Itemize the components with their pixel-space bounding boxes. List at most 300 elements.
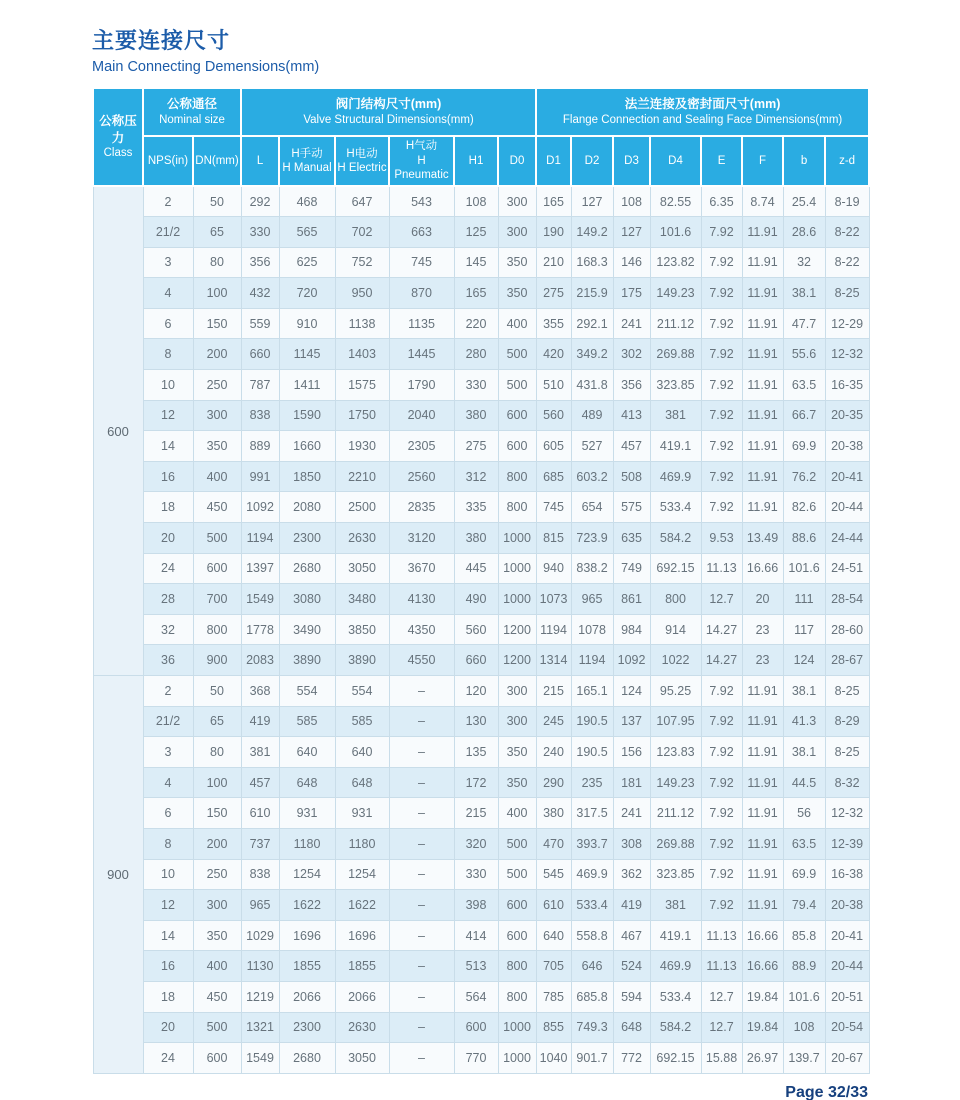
table-cell: 190.5 — [571, 737, 613, 768]
table-cell: 1200 — [498, 614, 536, 645]
table-cell: 275 — [536, 278, 571, 309]
table-cell: 7.92 — [701, 737, 742, 768]
table-cell: 861 — [613, 584, 650, 615]
table-cell: 82.6 — [783, 492, 825, 523]
table-cell: 800 — [650, 584, 701, 615]
table-cell: 24-51 — [825, 553, 869, 584]
table-cell: 2500 — [335, 492, 389, 523]
table-cell: 1411 — [279, 370, 335, 401]
page-number: Page 32/33 — [785, 1083, 868, 1100]
table-row — [93, 492, 869, 523]
table-cell: 1073 — [536, 584, 571, 615]
table-cell: 648 — [335, 767, 389, 798]
table-cell: 55.6 — [783, 339, 825, 370]
table-cell: – — [389, 798, 454, 829]
table-cell: 610 — [241, 798, 279, 829]
table-cell: 95.25 — [650, 676, 701, 707]
table-cell: 685.8 — [571, 981, 613, 1012]
table-cell: 66.7 — [783, 400, 825, 431]
table-cell: 11.91 — [742, 217, 783, 248]
table-cell: 165 — [536, 186, 571, 217]
table-cell: 156 — [613, 737, 650, 768]
table-cell: 901.7 — [571, 1043, 613, 1074]
table-cell: 250 — [193, 859, 241, 890]
table-cell: 1930 — [335, 431, 389, 462]
table-cell: 490 — [454, 584, 498, 615]
table-cell: 2560 — [389, 461, 454, 492]
table-cell: 356 — [241, 247, 279, 278]
table-cell: 28-67 — [825, 645, 869, 676]
table-cell: 12 — [143, 890, 193, 921]
table-cell: 648 — [613, 1012, 650, 1043]
column-header: D3 — [613, 136, 650, 186]
table-cell: 320 — [454, 828, 498, 859]
table-cell: 11.91 — [742, 798, 783, 829]
table-cell: – — [389, 859, 454, 890]
table-cell: 101.6 — [650, 217, 701, 248]
table-cell: 431.8 — [571, 370, 613, 401]
table-cell: 7.92 — [701, 890, 742, 921]
table-cell: 381 — [650, 890, 701, 921]
table-cell: 12-39 — [825, 828, 869, 859]
column-header: b — [783, 136, 825, 186]
table-cell: 3 — [143, 247, 193, 278]
table-cell: 12-32 — [825, 339, 869, 370]
table-cell: 11.91 — [742, 859, 783, 890]
table-cell: 165.1 — [571, 676, 613, 707]
table-cell: 1850 — [279, 461, 335, 492]
table-cell: 2080 — [279, 492, 335, 523]
table-cell: 1022 — [650, 645, 701, 676]
table-cell: 380 — [454, 400, 498, 431]
table-cell: 584.2 — [650, 523, 701, 554]
table-cell: 585 — [335, 706, 389, 737]
table-row — [93, 798, 869, 829]
table-cell: 1855 — [279, 951, 335, 982]
table-cell: 38.1 — [783, 737, 825, 768]
table-cell: 100 — [193, 767, 241, 798]
table-cell: 3490 — [279, 614, 335, 645]
table-cell: 250 — [193, 370, 241, 401]
table-cell: – — [389, 828, 454, 859]
table-cell: 127 — [571, 186, 613, 217]
table-cell: 2066 — [279, 981, 335, 1012]
table-cell: 654 — [571, 492, 613, 523]
table-cell: 47.7 — [783, 308, 825, 339]
table-cell: 950 — [335, 278, 389, 309]
table-cell: 533.4 — [650, 981, 701, 1012]
table-cell: 11.13 — [701, 553, 742, 584]
table-row — [93, 278, 869, 309]
table-cell: 635 — [613, 523, 650, 554]
table-cell: 705 — [536, 951, 571, 982]
table-cell: 1078 — [571, 614, 613, 645]
table-cell: 85.8 — [783, 920, 825, 951]
table-cell: – — [389, 951, 454, 982]
table-cell: 36 — [143, 645, 193, 676]
table-cell: 1040 — [536, 1043, 571, 1074]
table-cell: 20 — [143, 523, 193, 554]
table-cell: 168.3 — [571, 247, 613, 278]
table-cell: 28 — [143, 584, 193, 615]
table-cell: 1029 — [241, 920, 279, 951]
dimensions-table — [92, 87, 870, 1074]
table-cell: 356 — [613, 370, 650, 401]
table-cell: – — [389, 1043, 454, 1074]
table-cell: 20-35 — [825, 400, 869, 431]
table-cell: 646 — [571, 951, 613, 982]
table-cell: 545 — [536, 859, 571, 890]
table-cell: 100 — [193, 278, 241, 309]
table-cell: 450 — [193, 492, 241, 523]
table-cell: 3050 — [335, 1043, 389, 1074]
table-cell: 420 — [536, 339, 571, 370]
table-cell: 14.27 — [701, 614, 742, 645]
class-label: 900 — [93, 676, 143, 1074]
table-row — [93, 523, 869, 554]
table-cell: 149.2 — [571, 217, 613, 248]
table-cell: – — [389, 981, 454, 1012]
table-cell: 362 — [613, 859, 650, 890]
table-cell: 1200 — [498, 645, 536, 676]
table-cell: 445 — [454, 553, 498, 584]
table-cell: 7.92 — [701, 706, 742, 737]
table-cell: 32 — [783, 247, 825, 278]
table-cell: 914 — [650, 614, 701, 645]
table-cell: 323.85 — [650, 370, 701, 401]
table-cell: 800 — [498, 981, 536, 1012]
table-cell: 594 — [613, 981, 650, 1012]
table-cell: 6 — [143, 308, 193, 339]
table-cell: 50 — [193, 186, 241, 217]
table-cell: 350 — [498, 767, 536, 798]
table-cell: 69.9 — [783, 431, 825, 462]
column-header: D4 — [650, 136, 701, 186]
table-cell: 149.23 — [650, 767, 701, 798]
table-cell: 380 — [454, 523, 498, 554]
table-cell: 533.4 — [650, 492, 701, 523]
table-cell: 500 — [193, 523, 241, 554]
table-cell: 211.12 — [650, 798, 701, 829]
table-cell: 107.95 — [650, 706, 701, 737]
table-cell: 4550 — [389, 645, 454, 676]
table-row — [93, 308, 869, 339]
table-cell: 3480 — [335, 584, 389, 615]
table-cell: 292.1 — [571, 308, 613, 339]
table-cell: 2300 — [279, 1012, 335, 1043]
table-cell: 2 — [143, 676, 193, 707]
table-cell: 7.92 — [701, 828, 742, 859]
table-cell: 11.91 — [742, 370, 783, 401]
table-cell: 400 — [498, 798, 536, 829]
table-cell: 330 — [454, 370, 498, 401]
table-cell: 1790 — [389, 370, 454, 401]
table-cell: 20-44 — [825, 951, 869, 982]
table-cell: 380 — [536, 798, 571, 829]
table-cell: 838 — [241, 859, 279, 890]
table-cell: 965 — [571, 584, 613, 615]
table-row — [93, 645, 869, 676]
table-cell: 108 — [454, 186, 498, 217]
table-cell: 2835 — [389, 492, 454, 523]
table-cell: 400 — [193, 951, 241, 982]
table-cell: 3120 — [389, 523, 454, 554]
table-cell: 25.4 — [783, 186, 825, 217]
table-row — [93, 920, 869, 951]
table-cell: 125 — [454, 217, 498, 248]
table-cell: 1590 — [279, 400, 335, 431]
table-cell: 7.92 — [701, 492, 742, 523]
table-cell: 2040 — [389, 400, 454, 431]
table-cell: 76.2 — [783, 461, 825, 492]
column-header: D1 — [536, 136, 571, 186]
table-cell: 41.3 — [783, 706, 825, 737]
table-cell: 7.92 — [701, 767, 742, 798]
table-cell: 489 — [571, 400, 613, 431]
table-cell: 702 — [335, 217, 389, 248]
table-cell: 8-25 — [825, 737, 869, 768]
table-cell: 500 — [193, 1012, 241, 1043]
table-cell: 4 — [143, 767, 193, 798]
table-cell: 419 — [613, 890, 650, 921]
table-cell: 11.91 — [742, 339, 783, 370]
table-cell: 308 — [613, 828, 650, 859]
table-cell: 300 — [498, 676, 536, 707]
table-cell: 2083 — [241, 645, 279, 676]
table-cell: 8-25 — [825, 676, 869, 707]
table-cell: 269.88 — [650, 339, 701, 370]
table-cell: 11.91 — [742, 247, 783, 278]
table-cell: 330 — [454, 859, 498, 890]
table-cell: 300 — [498, 217, 536, 248]
table-cell: 692.15 — [650, 553, 701, 584]
table-cell: 7.92 — [701, 431, 742, 462]
table-cell: 393.7 — [571, 828, 613, 859]
table-cell: 280 — [454, 339, 498, 370]
table-cell: 123.83 — [650, 737, 701, 768]
table-cell: 889 — [241, 431, 279, 462]
table-cell: 44.5 — [783, 767, 825, 798]
table-row — [93, 859, 869, 890]
table-cell: 20-38 — [825, 890, 869, 921]
table-cell: 2066 — [335, 981, 389, 1012]
table-cell: 508 — [613, 461, 650, 492]
table-row — [93, 247, 869, 278]
table-cell: 2305 — [389, 431, 454, 462]
table-cell: 600 — [193, 553, 241, 584]
table-cell: 12.7 — [701, 584, 742, 615]
table-cell: 524 — [613, 951, 650, 982]
table-cell: 12-29 — [825, 308, 869, 339]
table-cell: 413 — [613, 400, 650, 431]
table-cell: 172 — [454, 767, 498, 798]
table-cell: 1855 — [335, 951, 389, 982]
table-cell: 14 — [143, 431, 193, 462]
table-cell: 1254 — [335, 859, 389, 890]
table-cell: 1660 — [279, 431, 335, 462]
table-cell: 20-41 — [825, 461, 869, 492]
table-cell: 785 — [536, 981, 571, 1012]
table-cell: 7.92 — [701, 859, 742, 890]
table-cell: 1314 — [536, 645, 571, 676]
table-cell: 900 — [193, 645, 241, 676]
table-cell: 772 — [613, 1043, 650, 1074]
table-cell: 215.9 — [571, 278, 613, 309]
table-cell: 432 — [241, 278, 279, 309]
table-cell: 7.92 — [701, 400, 742, 431]
table-cell: 749 — [613, 553, 650, 584]
column-header: H手动 H Manual — [279, 136, 335, 186]
table-cell: 838.2 — [571, 553, 613, 584]
column-header: H1 — [454, 136, 498, 186]
table-cell: 317.5 — [571, 798, 613, 829]
table-cell: 7.92 — [701, 798, 742, 829]
table-cell: 79.4 — [783, 890, 825, 921]
table-cell: 18 — [143, 981, 193, 1012]
table-cell: 21/2 — [143, 706, 193, 737]
table-cell: 527 — [571, 431, 613, 462]
table-cell: 16 — [143, 461, 193, 492]
table-cell: 500 — [498, 339, 536, 370]
table-cell: 150 — [193, 798, 241, 829]
table-cell: 1145 — [279, 339, 335, 370]
table-cell: 800 — [498, 951, 536, 982]
table-cell: 20-54 — [825, 1012, 869, 1043]
table-cell: 28.6 — [783, 217, 825, 248]
table-cell: 800 — [193, 614, 241, 645]
table-cell: 640 — [335, 737, 389, 768]
table-cell: 7.92 — [701, 461, 742, 492]
table-cell: 3080 — [279, 584, 335, 615]
table-cell: 663 — [389, 217, 454, 248]
table-cell: 28-54 — [825, 584, 869, 615]
table-cell: 38.1 — [783, 676, 825, 707]
table-row — [93, 217, 869, 248]
table-cell: 32 — [143, 614, 193, 645]
table-cell: 16 — [143, 951, 193, 982]
table-row — [93, 431, 869, 462]
table-cell: 11.91 — [742, 400, 783, 431]
table-cell: 190.5 — [571, 706, 613, 737]
table-cell: 14.27 — [701, 645, 742, 676]
table-cell: 640 — [279, 737, 335, 768]
table-cell: 63.5 — [783, 370, 825, 401]
table-cell: 800 — [498, 461, 536, 492]
table-cell: 600 — [454, 1012, 498, 1043]
table-cell: 82.55 — [650, 186, 701, 217]
table-cell: 1092 — [241, 492, 279, 523]
table-cell: 500 — [498, 828, 536, 859]
table-cell: 559 — [241, 308, 279, 339]
header-group-valve-dimensions: 阀门结构尺寸(mm) Valve Structural Dimensions(mm) — [241, 88, 536, 136]
table-cell: 870 — [389, 278, 454, 309]
table-cell: 469.9 — [650, 951, 701, 982]
table-cell: 7.92 — [701, 308, 742, 339]
table-cell: 101.6 — [783, 981, 825, 1012]
table-cell: 1622 — [335, 890, 389, 921]
table-cell: 65 — [193, 706, 241, 737]
table-cell: 135 — [454, 737, 498, 768]
table-row — [93, 370, 869, 401]
table-cell: 7.92 — [701, 278, 742, 309]
table-cell: 1750 — [335, 400, 389, 431]
table-cell: 457 — [241, 767, 279, 798]
page-subtitle: Main Connecting Demensions(mm) — [92, 59, 320, 75]
table-cell: 1696 — [335, 920, 389, 951]
table-cell: 11.91 — [742, 890, 783, 921]
table-cell: 69.9 — [783, 859, 825, 890]
table-cell: 419.1 — [650, 431, 701, 462]
table-cell: 23 — [742, 614, 783, 645]
table-cell: 640 — [536, 920, 571, 951]
table-cell: 350 — [193, 920, 241, 951]
table-cell: 8.74 — [742, 186, 783, 217]
table-cell: 24-44 — [825, 523, 869, 554]
table-cell: 8-32 — [825, 767, 869, 798]
table-cell: 600 — [193, 1043, 241, 1074]
table-cell: 139.7 — [783, 1043, 825, 1074]
table-cell: 19.84 — [742, 981, 783, 1012]
table-cell: 292 — [241, 186, 279, 217]
table-cell: 241 — [613, 308, 650, 339]
table-cell: 12.7 — [701, 1012, 742, 1043]
table-cell: 838 — [241, 400, 279, 431]
table-cell: 7.92 — [701, 339, 742, 370]
table-cell: 1445 — [389, 339, 454, 370]
table-cell: 11.91 — [742, 308, 783, 339]
table-row — [93, 676, 869, 707]
table-row — [93, 614, 869, 645]
table-cell: 855 — [536, 1012, 571, 1043]
column-header: D2 — [571, 136, 613, 186]
table-cell: – — [389, 676, 454, 707]
table-cell: 290 — [536, 767, 571, 798]
table-cell: 457 — [613, 431, 650, 462]
table-cell: 400 — [498, 308, 536, 339]
table-row — [93, 400, 869, 431]
table-cell: 80 — [193, 737, 241, 768]
table-cell: 1000 — [498, 523, 536, 554]
table-cell: 330 — [241, 217, 279, 248]
table-cell: 787 — [241, 370, 279, 401]
table-cell: 23 — [742, 645, 783, 676]
table-cell: 16.66 — [742, 553, 783, 584]
table-cell: 419.1 — [650, 920, 701, 951]
table-cell: 275 — [454, 431, 498, 462]
table-cell: 12.7 — [701, 981, 742, 1012]
table-cell: 312 — [454, 461, 498, 492]
table-cell: 600 — [498, 431, 536, 462]
table-cell: 200 — [193, 828, 241, 859]
column-header: H电动 H Electric — [335, 136, 389, 186]
table-cell: 190 — [536, 217, 571, 248]
class-label: 600 — [93, 186, 143, 676]
table-cell: 1778 — [241, 614, 279, 645]
table-cell: 419 — [241, 706, 279, 737]
table-cell: 20-67 — [825, 1043, 869, 1074]
table-cell: 660 — [241, 339, 279, 370]
table-cell: 513 — [454, 951, 498, 982]
table-cell: 7.92 — [701, 370, 742, 401]
table-cell: 910 — [279, 308, 335, 339]
table-cell: 533.4 — [571, 890, 613, 921]
table-cell: 1000 — [498, 584, 536, 615]
table-row — [93, 767, 869, 798]
table-cell: 1000 — [498, 1012, 536, 1043]
table-cell: 21/2 — [143, 217, 193, 248]
table-cell: 6.35 — [701, 186, 742, 217]
table-cell: 220 — [454, 308, 498, 339]
